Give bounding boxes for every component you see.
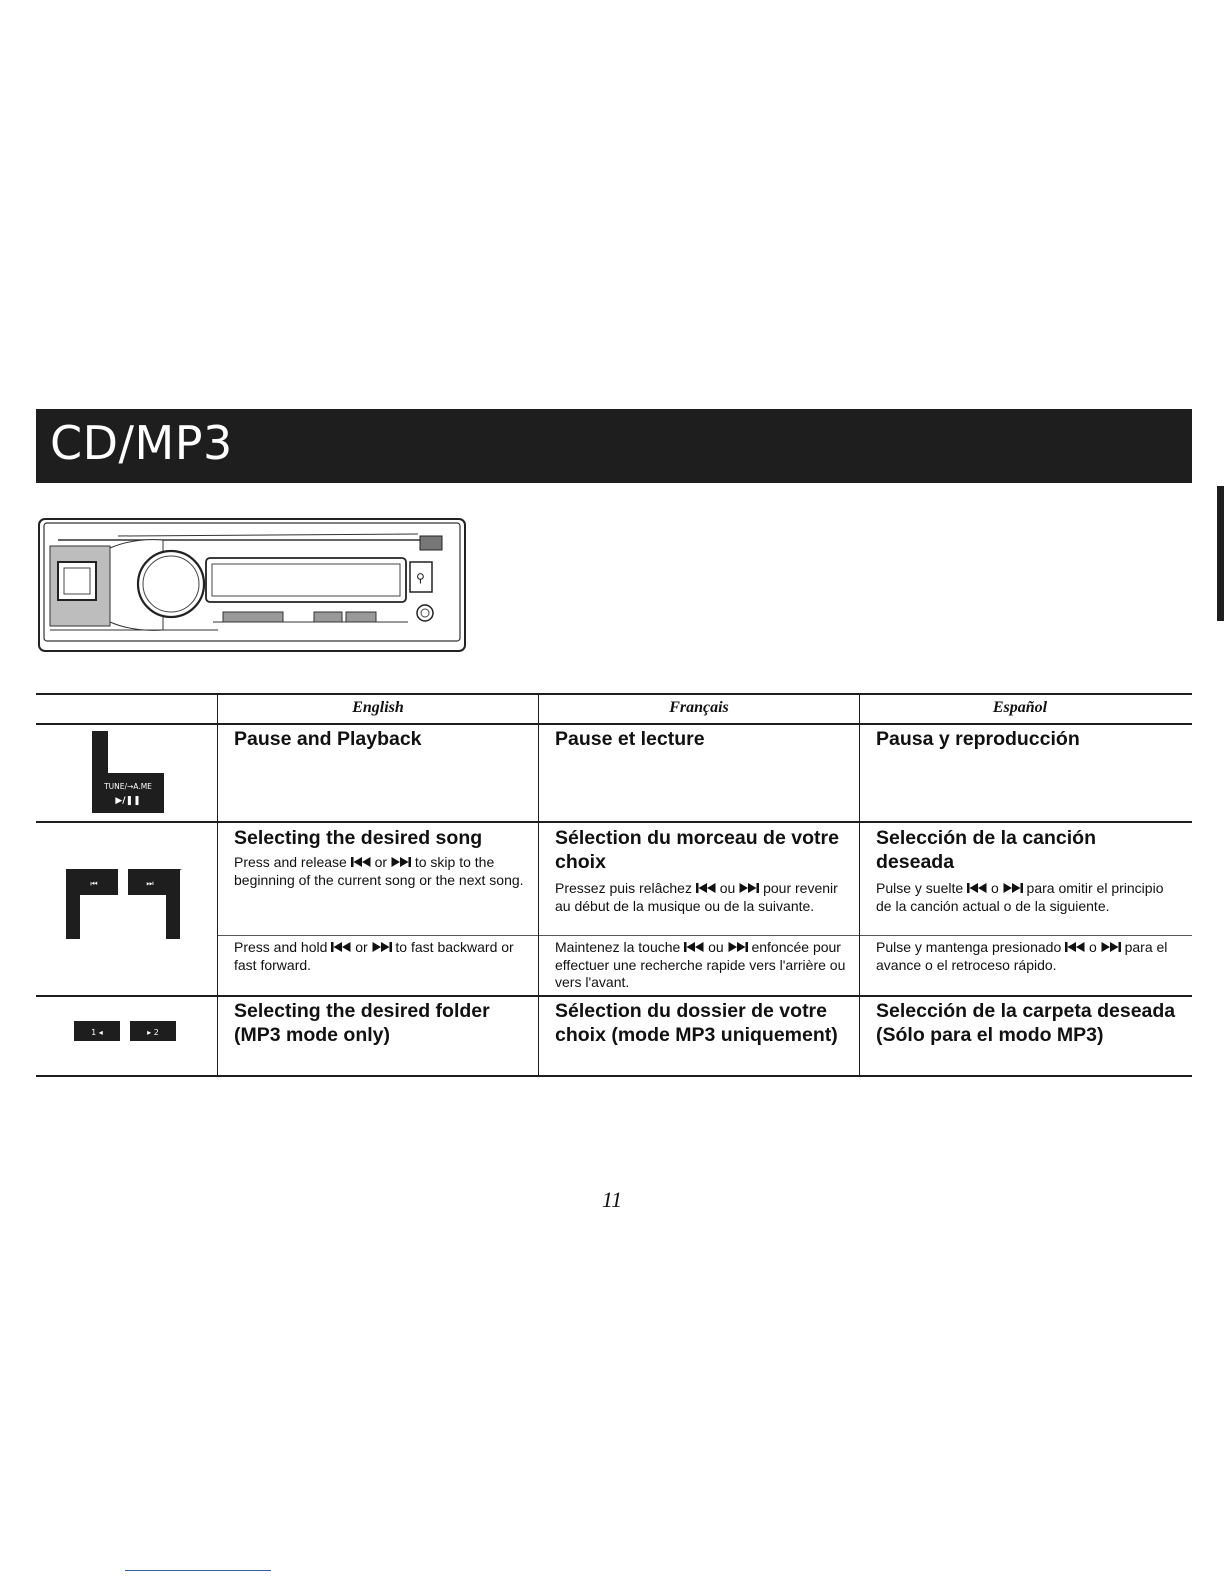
- heading: Selecting the desired song: [234, 827, 483, 849]
- tune-play-pause-button-icon: [92, 731, 166, 815]
- prev-track-label: ⏮: [90, 879, 98, 888]
- heading: Pause and Playback: [234, 728, 422, 750]
- cell-select-folder-es: [876, 999, 1176, 1047]
- section-banner: [36, 409, 1192, 483]
- heading: Sélection du morceau de votre choix: [555, 827, 839, 873]
- cell-select-folder-en: [234, 999, 526, 1047]
- prev-track-icon: [684, 941, 704, 953]
- cell-fast-search-es: [876, 939, 1176, 974]
- next-track-icon: [739, 882, 759, 894]
- cell-pause-playback-fr: [555, 727, 855, 751]
- prev-track-icon: [1065, 941, 1085, 953]
- lang-header-french: Français: [669, 699, 729, 716]
- prev-track-icon: [967, 882, 987, 894]
- cell-select-song-fr: [555, 826, 847, 915]
- cell-select-folder-fr: [555, 999, 855, 1047]
- side-thumb-tab: [1217, 486, 1224, 621]
- next-track-label: ⏭: [146, 879, 154, 888]
- cell-fast-search-fr: [555, 939, 847, 992]
- track-skip-buttons-icon: [66, 869, 182, 939]
- body-text: Press and release or to skip to the beginning of the current song or the next song.: [234, 854, 524, 888]
- next-track-icon: [391, 856, 411, 868]
- footnote-rule: [125, 1570, 271, 1571]
- heading: Selección de la canción deseada: [876, 827, 1097, 873]
- heading: Selecting the desired folder (MP3 mode only): [234, 1000, 490, 1046]
- cell-pause-playback-es: [876, 727, 1176, 751]
- folder-down-label: 1 ◂: [91, 1028, 103, 1037]
- next-track-icon: [1003, 882, 1023, 894]
- lang-header-english: English: [352, 699, 404, 716]
- heading: Selección de la carpeta deseada (Sólo para el modo MP3): [876, 1000, 1176, 1046]
- section-title: CD/MP3: [50, 416, 233, 470]
- svg-text:⚲: ⚲: [416, 571, 425, 585]
- page-number: 11: [601, 1187, 623, 1212]
- prev-track-icon: [351, 856, 371, 868]
- body-text: Pulse y mantenga presionado o para el avance o el retroceso rápido.: [876, 939, 1168, 973]
- tune-button-label: TUNE/→A.ME: [104, 782, 152, 791]
- heading: Pausa y reproducción: [876, 728, 1080, 750]
- prev-track-icon: [331, 941, 351, 953]
- body-text: Pressez puis relâchez ou pour revenir au début de la musique ou de la suivante.: [555, 880, 838, 914]
- body-text: Press and hold or to fast backward or fast forward.: [234, 939, 514, 973]
- next-track-icon: [728, 941, 748, 953]
- heading: Sélection du dossier de votre choix (mode MP3 uniquement): [555, 1000, 838, 1046]
- head-unit-illustration: [38, 518, 466, 652]
- cell-pause-playback-en: [234, 727, 534, 751]
- next-track-icon: [1101, 941, 1121, 953]
- lang-header-spanish: Español: [992, 699, 1048, 716]
- next-track-icon: [372, 941, 392, 953]
- body-text: Pulse y suelte o para omitir el principio de la canción actual o de la siguiente.: [876, 880, 1164, 914]
- cell-select-song-es: [876, 826, 1176, 915]
- folder-buttons-icon: [74, 1021, 178, 1041]
- folder-up-label: ▸ 2: [147, 1028, 159, 1037]
- body-text: Maintenez la touche ou enfoncée pour effectuer une recherche rapide vers l'arrière ou vers l'avant.: [555, 939, 846, 990]
- cell-fast-search-en: [234, 939, 526, 974]
- heading: Pause et lecture: [555, 728, 705, 750]
- cell-select-song-en: [234, 826, 526, 889]
- play-pause-label: ▶/❚❚: [115, 796, 141, 806]
- prev-track-icon: [696, 882, 716, 894]
